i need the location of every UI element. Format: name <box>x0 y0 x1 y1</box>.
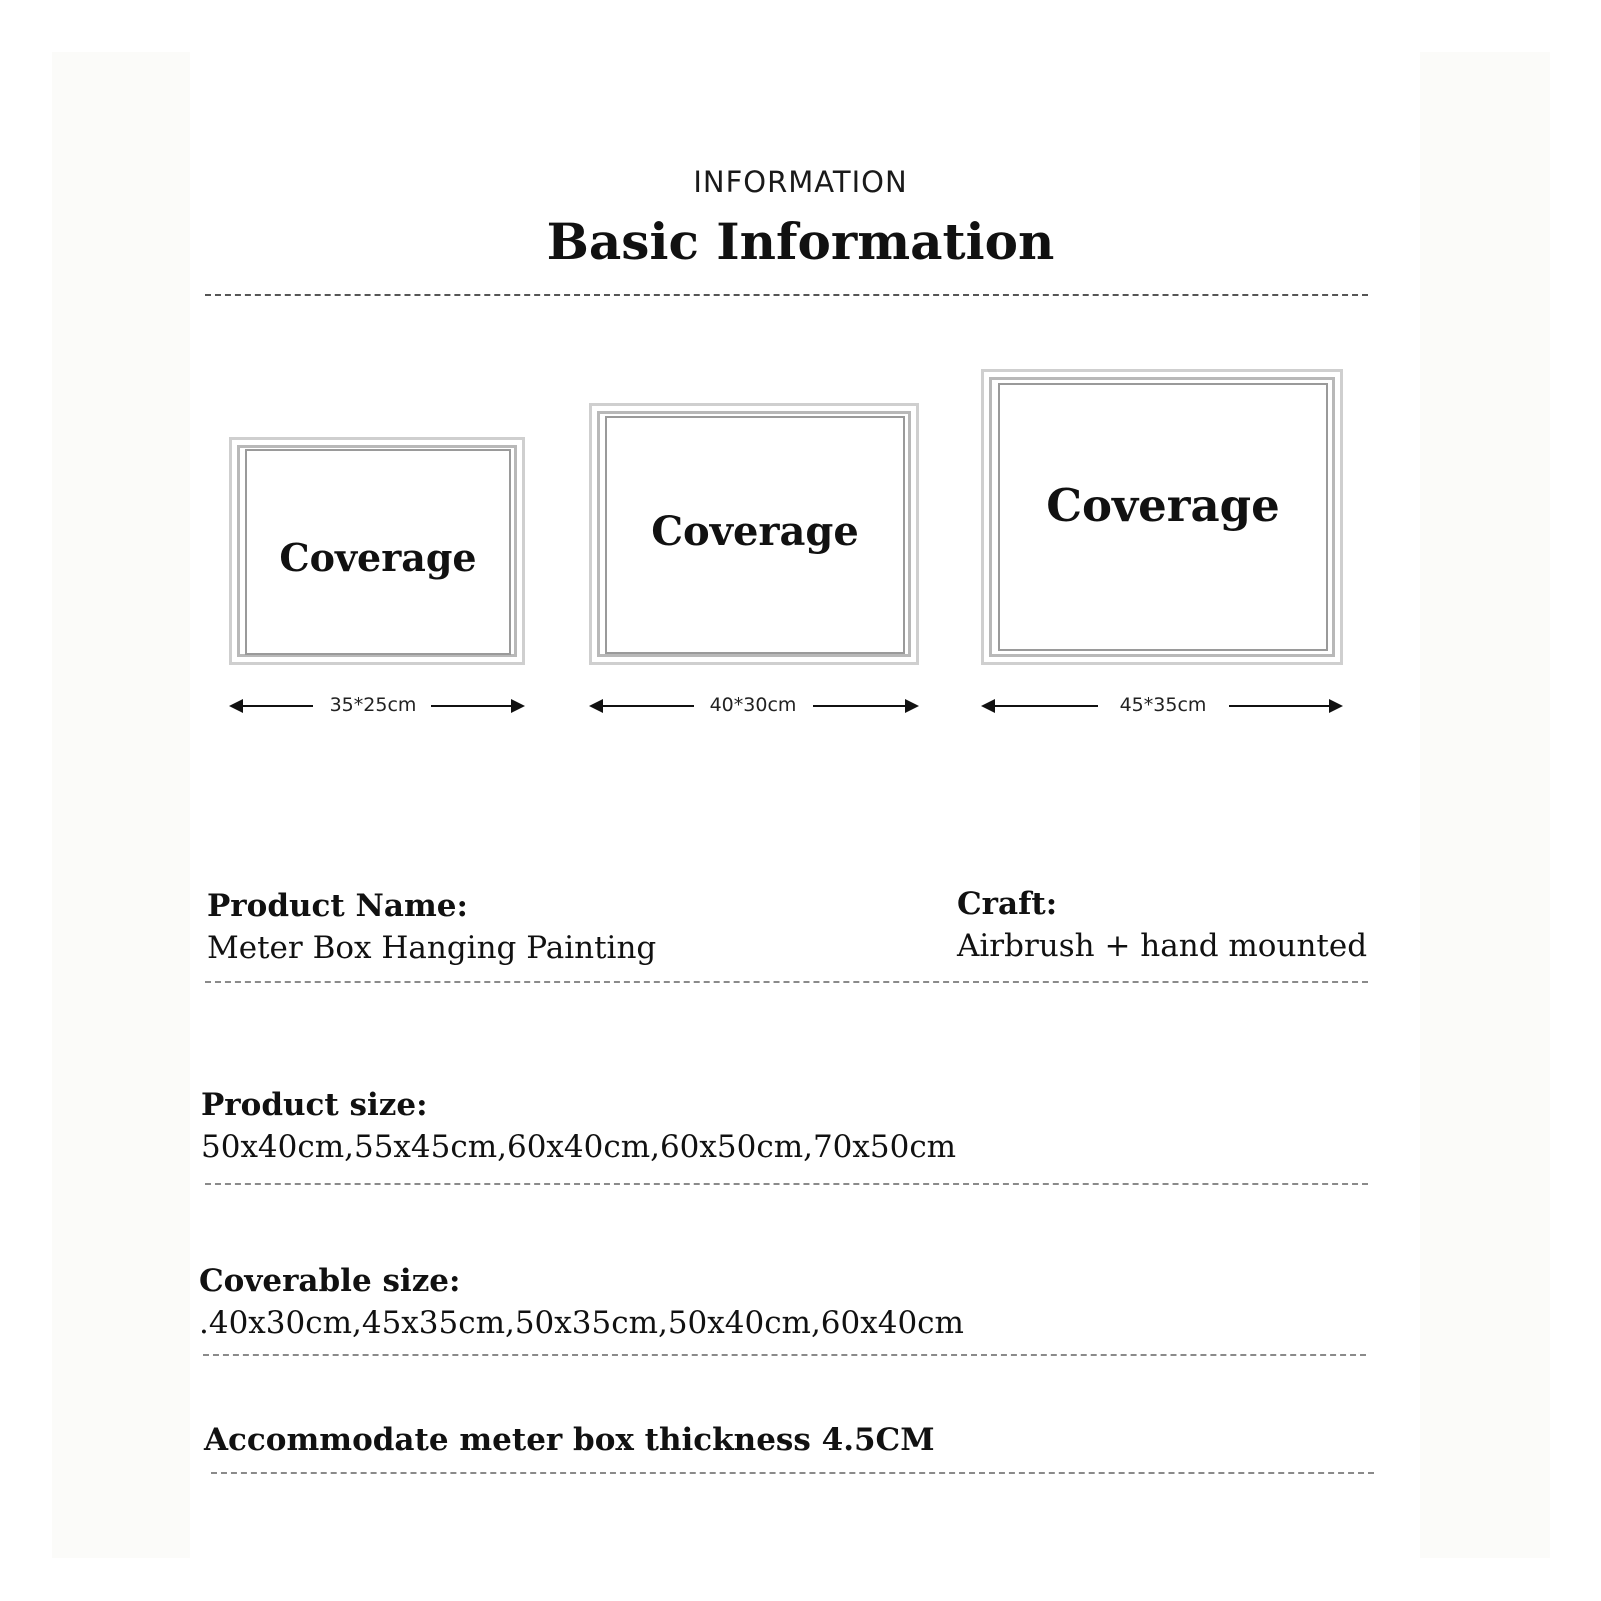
divider-1 <box>205 981 1368 983</box>
coverage-label-small: Coverage <box>279 535 477 580</box>
coverable-size-label: Coverable size: <box>199 1263 461 1299</box>
arrow-right-icon <box>1329 699 1343 713</box>
frame-large <box>981 369 1343 665</box>
dimension-label-medium: 40*30cm <box>709 694 797 716</box>
thickness-note: Accommodate meter box thickness 4.5CM <box>204 1422 935 1458</box>
divider-3 <box>203 1354 1366 1356</box>
frame-small <box>229 437 525 665</box>
divider-4 <box>211 1472 1374 1474</box>
dimension-medium <box>589 694 919 718</box>
page-title: Basic Information <box>546 212 1055 271</box>
dimension-large <box>981 694 1343 718</box>
divider-2 <box>205 1183 1368 1185</box>
section-kicker: INFORMATION <box>693 165 908 199</box>
dimension-small <box>229 694 525 718</box>
dimension-label-small: 35*25cm <box>329 694 417 716</box>
product-size-value: 50x40cm,55x45cm,60x40cm,60x50cm,70x50cm <box>201 1129 957 1165</box>
header-divider <box>205 294 1368 296</box>
coverage-label-large: Coverage <box>1046 479 1280 532</box>
frame-medium <box>589 403 919 665</box>
product-size-label: Product size: <box>201 1087 428 1123</box>
craft-value: Airbrush + hand mounted <box>957 928 1368 964</box>
coverage-label-medium: Coverage <box>651 508 859 555</box>
product-name-label: Product Name: <box>207 888 468 924</box>
product-name-value: Meter Box Hanging Painting <box>207 930 657 966</box>
craft-label: Craft: <box>957 886 1058 922</box>
dimension-label-large: 45*35cm <box>1119 694 1207 716</box>
coverable-size-value: .40x30cm,45x35cm,50x35cm,50x40cm,60x40cm <box>199 1305 964 1341</box>
arrow-right-icon <box>511 699 525 713</box>
arrow-right-icon <box>905 699 919 713</box>
